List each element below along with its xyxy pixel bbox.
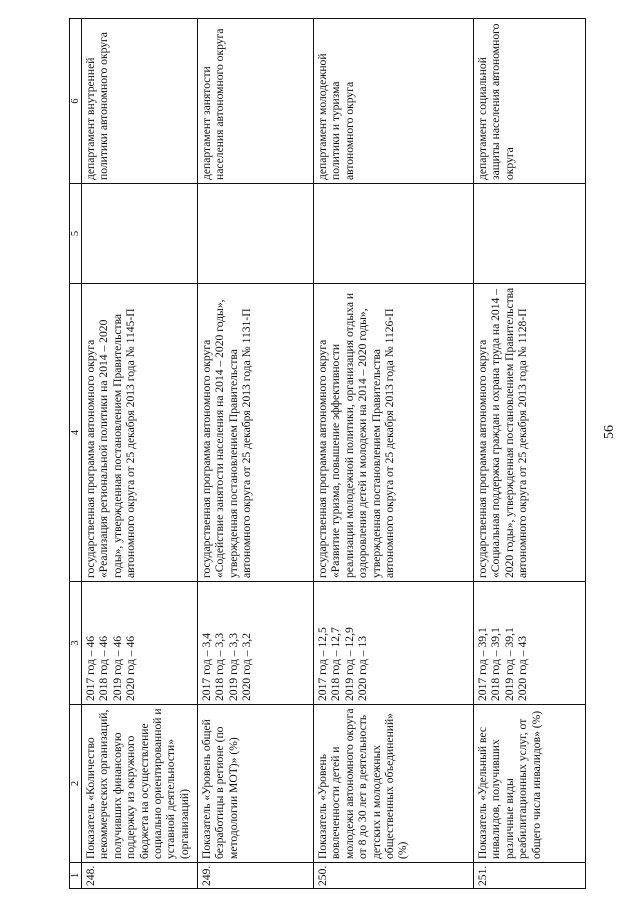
- col5-cell: [82, 184, 198, 284]
- value-line: 2019 год – 46: [110, 635, 124, 701]
- value-line: 2017 год – 46: [84, 635, 97, 701]
- value-line: 2020 год – 3,2: [240, 633, 254, 701]
- value-line: 2019 год – 3,3: [226, 633, 240, 701]
- header-col-2: 2: [70, 705, 82, 863]
- header-col-1: 1: [70, 863, 82, 889]
- value-line: 2017 год – 3,4: [200, 633, 213, 701]
- indicator-cell: Показатель «Уровень вовлеченности детей и молодежи автономного округа от 8 до 30 лет в деятельность детских и молодежных общественных объединений» (%): [314, 705, 474, 863]
- responsible-cell: департамент молодежной политики и туризма автономного округа: [314, 19, 474, 184]
- row-number: 248.: [82, 863, 198, 889]
- col5-cell: [198, 184, 314, 284]
- values-cell: [314, 582, 474, 705]
- value-line: 2019 год – 39,1: [502, 627, 516, 701]
- document-cell: государственная программа автономного округа «Развитие туризма, повышение эффективности реализации молодежной политики, организация отдыха и оздоровления детей и молодежи на 2014 – 2020 годы», утвержденная постановлением Правительства автономного округа от 25 декабря 2013 года № 1126-П: [314, 284, 474, 582]
- values-cell: [474, 582, 586, 705]
- value-line: 2017 год – 39,1: [476, 627, 489, 701]
- value-line: 2020 год – 46: [124, 635, 138, 701]
- table-row: [198, 19, 314, 889]
- table-row: [82, 19, 198, 889]
- indicator-cell: Показатель «Количество некоммерческих организаций, получивших финансовую поддержку из окружного бюджета на осуществление социально ориентированной и уставной деятельности» (организаций): [82, 705, 198, 863]
- header-col-3: 3: [70, 582, 82, 705]
- value-line: 2018 год – 12,7: [329, 627, 343, 701]
- rotated-table-wrapper: [69, 19, 584, 889]
- responsible-cell: департамент занятости населения автономного округа: [198, 19, 314, 184]
- values-cell: [82, 582, 198, 705]
- document-cell: государственная программа автономного округа «Реализация региональной политики на 2014 – 2020 годы», утвержденная постановлением Правительства автономного округа от 25 декабря 2013 года № 1145-П: [82, 284, 198, 582]
- indicator-cell: Показатель «Удельный вес инвалидов, получивших различные виды реабилитационных услуг, от общего числа инвалидов» (%): [474, 705, 586, 863]
- header-col-6: 6: [70, 19, 82, 184]
- row-number: 250.: [314, 863, 474, 889]
- header-col-5: 5: [70, 184, 82, 284]
- row-number: 251.: [474, 863, 586, 889]
- value-line: 2019 год – 12,9: [342, 627, 356, 701]
- row-number: 249.: [198, 863, 314, 889]
- page-number: 56: [602, 425, 617, 439]
- programs-table: [69, 18, 586, 889]
- header-row: [70, 19, 82, 889]
- value-line: 2018 год – 39,1: [489, 627, 503, 701]
- value-line: 2017 год – 12,5: [316, 627, 329, 701]
- header-col-4: 4: [70, 284, 82, 582]
- table-row: [474, 19, 586, 889]
- col5-cell: [474, 184, 586, 284]
- value-line: 2018 год – 46: [97, 635, 111, 701]
- table-row: [314, 19, 474, 889]
- value-line: 2020 год – 13: [356, 635, 370, 701]
- document-cell: государственная программа автономного округа «Содействие занятости населения на 2014 – 2020 годы», утвержденная постановлением Правительства автономного округа от 25 декабря 2013 года № 1131-П: [198, 284, 314, 582]
- document-cell: государственная программа автономного округа «Социальная поддержка граждан и охрана труда на 2014 – 2020 годы», утвержденная постановлением Правительства автономного округа от 25 декабря 2013 года № 1128-П: [474, 284, 586, 582]
- responsible-cell: департамент внутренней политики автономного округа: [82, 19, 198, 184]
- value-line: 2018 год – 3,3: [213, 633, 227, 701]
- values-cell: [198, 582, 314, 705]
- value-line: 2020 год – 43: [516, 635, 530, 701]
- indicator-cell: Показатель «Уровень общей безработицы в регионе (по методологии МОТ)» (%): [198, 705, 314, 863]
- responsible-cell: департамент социальной защиты населения автономного округа: [474, 19, 586, 184]
- col5-cell: [314, 184, 474, 284]
